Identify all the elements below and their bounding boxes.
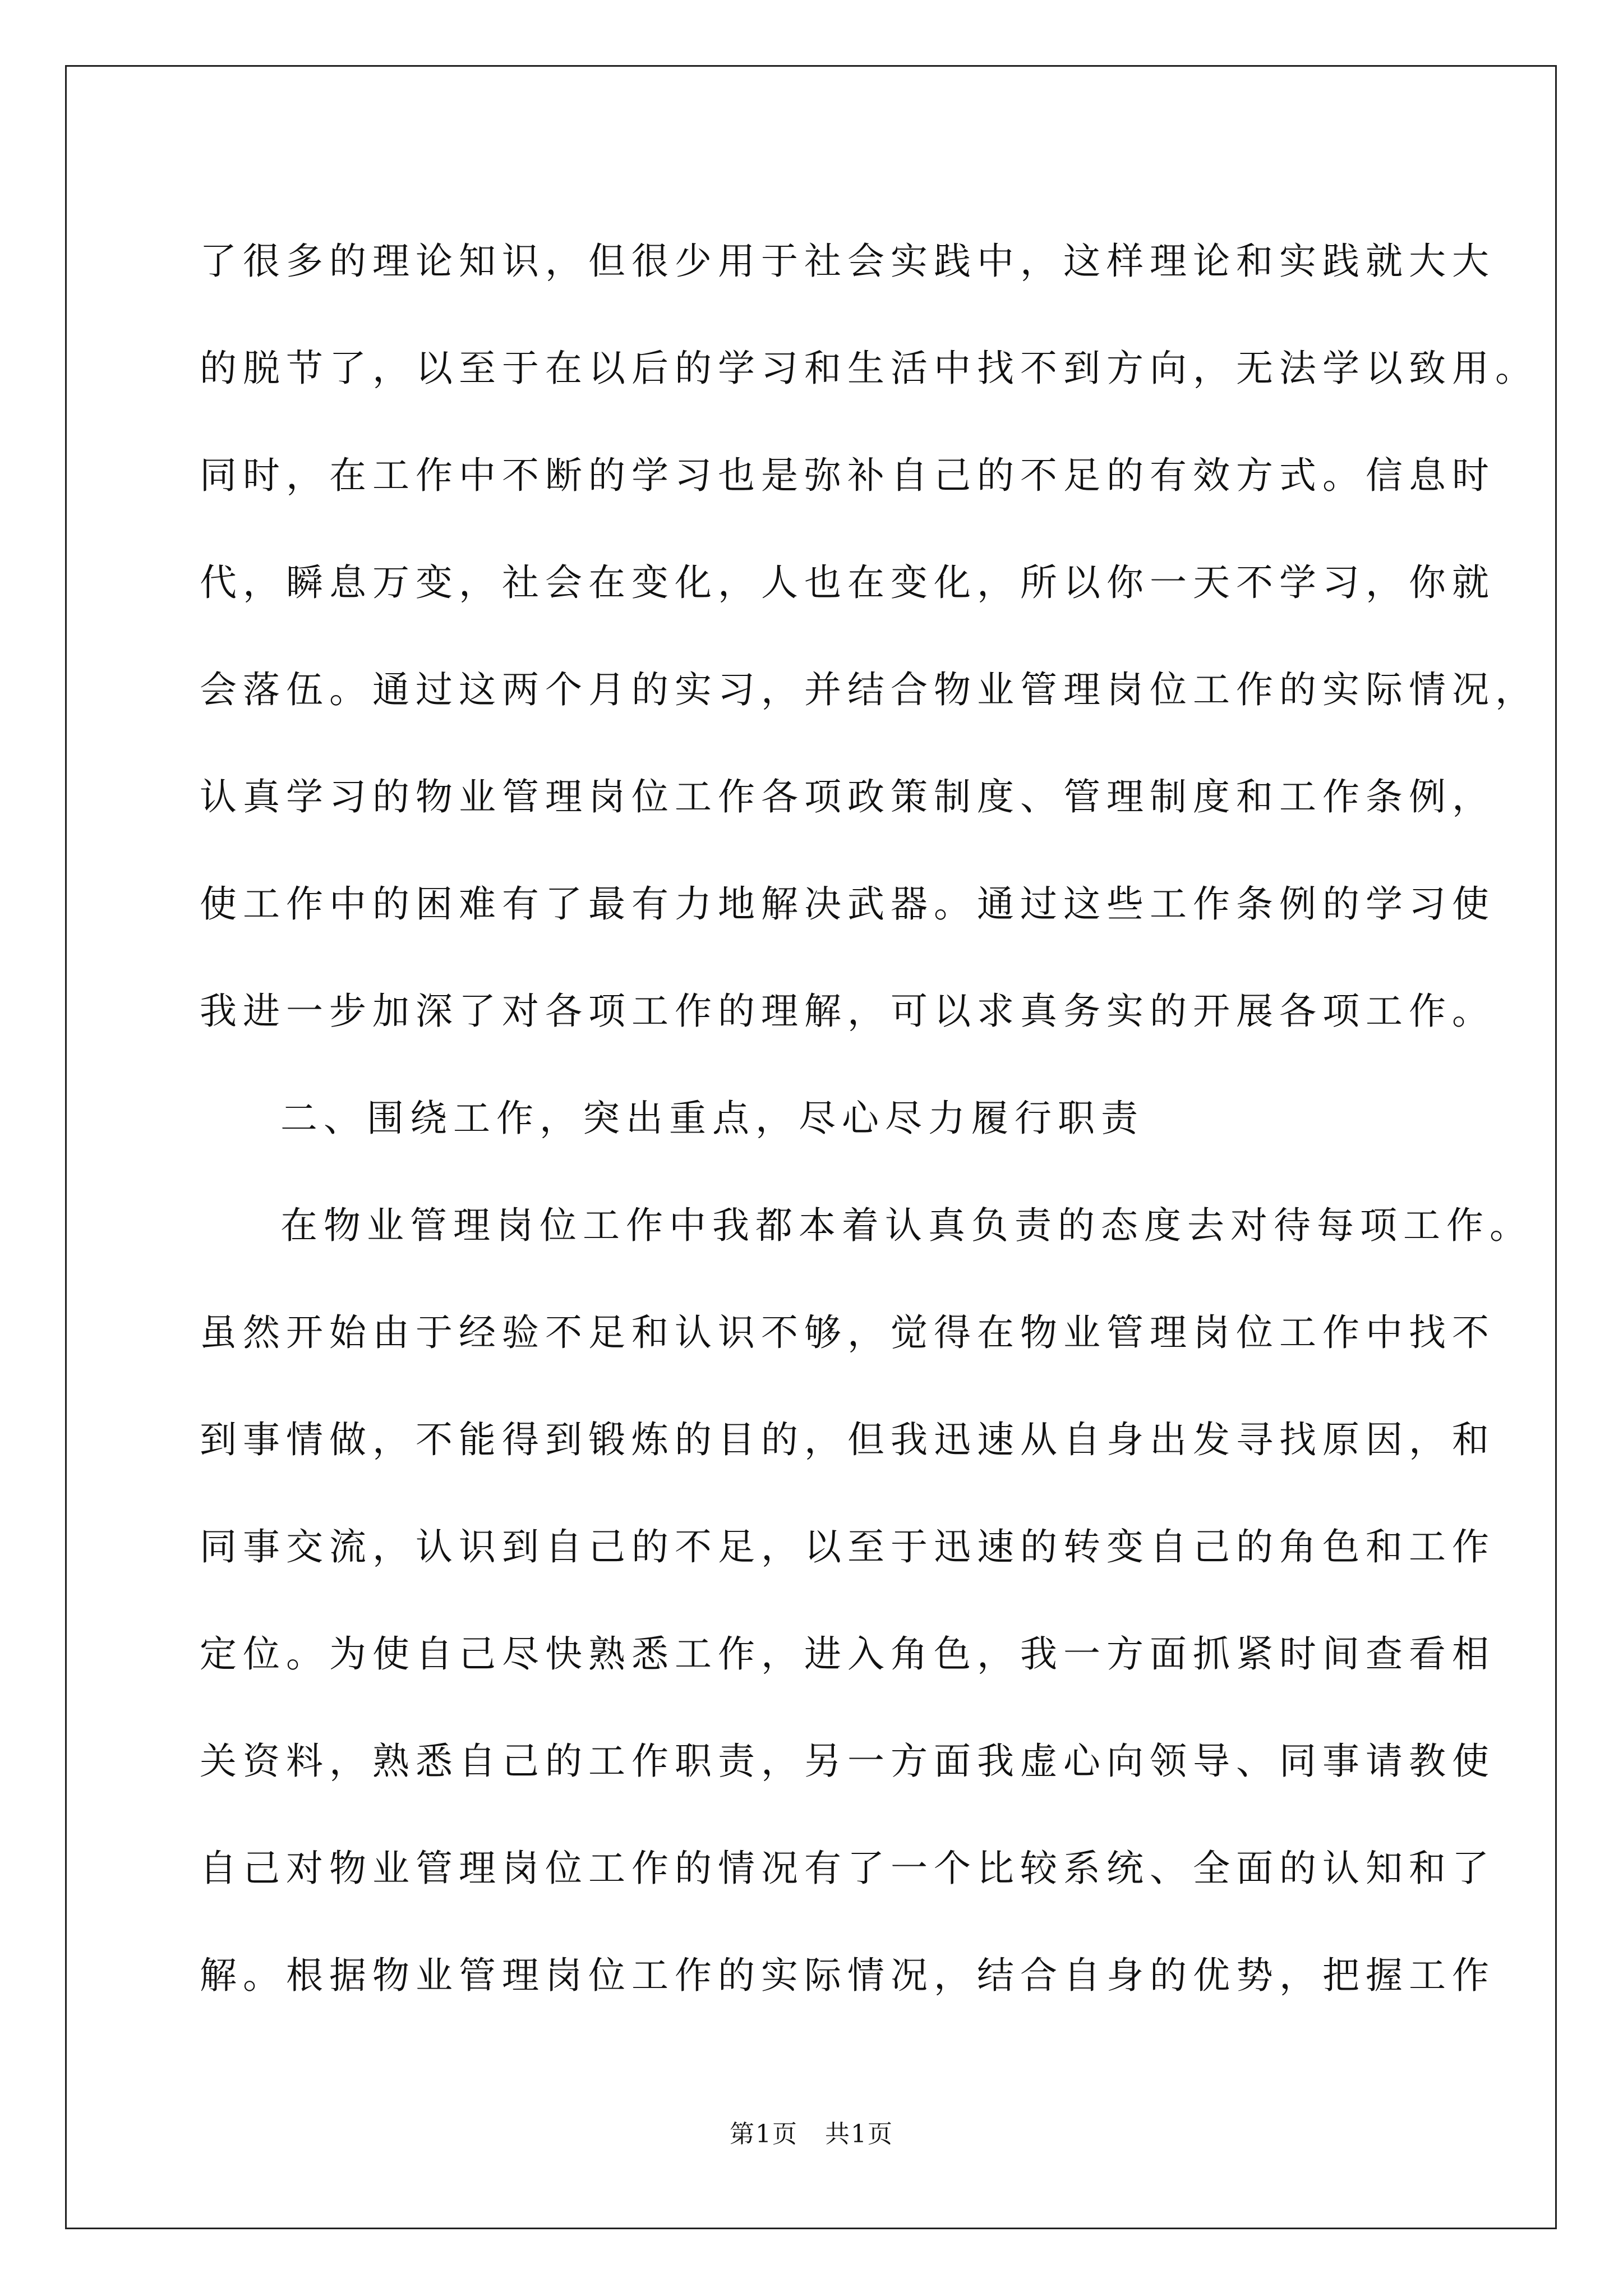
text-line: 同事交流，认识到自己的不足，以至于迅速的转变自己的角色和工作 [200,1525,1495,1568]
text-line: 我进一步加深了对各项工作的理解，可以求真务实的开展各项工作。 [200,990,1495,1033]
text-line: 代，瞬息万变，社会在变化，人也在变化，所以你一天不学习，你就 [200,561,1495,604]
text-line: 的脱节了，以至于在以后的学习和生活中找不到方向，无法学以致用。 [200,347,1538,390]
section-heading: 二、围绕工作，突出重点，尽心尽力履行职责 [280,1097,1144,1140]
text-line: 到事情做，不能得到锻炼的目的，但我迅速从自身出发寻找原因，和 [200,1418,1495,1461]
text-line: 定位。为使自己尽快熟悉工作，进入角色，我一方面抓紧时间查看相 [200,1632,1495,1676]
text-line: 关资料，熟悉自己的工作职责，另一方面我虚心向领导、同事请教使 [200,1740,1495,1783]
page-number-footer: 第1页 共1页 [730,2120,893,2148]
text-line: 使工作中的困难有了最有力地解决武器。通过这些工作条例的学习使 [200,882,1495,926]
text-line: 自己对物业管理岗位工作的情况有了一个比较系统、全面的认知和了 [200,1847,1495,1890]
document-body [200,208,1538,2029]
text-line: 解。根据物业管理岗位工作的实际情况，结合自身的优势，把握工作 [200,1954,1495,1997]
text-line: 虽然开始由于经验不足和认识不够，觉得在物业管理岗位工作中找不 [200,1311,1495,1354]
paragraph-first-line: 在物业管理岗位工作中我都本着认真负责的态度去对待每项工作。 [280,1204,1533,1247]
text-line: 会落伍。通过这两个月的实习，并结合物业管理岗位工作的实际情况， [200,668,1538,711]
text-line: 认真学习的物业管理岗位工作各项政策制度、管理制度和工作条例， [200,775,1495,818]
text-line: 同时，在工作中不断的学习也是弥补自己的不足的有效方式。信息时 [200,454,1495,497]
text-line: 了很多的理论知识，但很少用于社会实践中，这样理论和实践就大大 [200,240,1495,283]
